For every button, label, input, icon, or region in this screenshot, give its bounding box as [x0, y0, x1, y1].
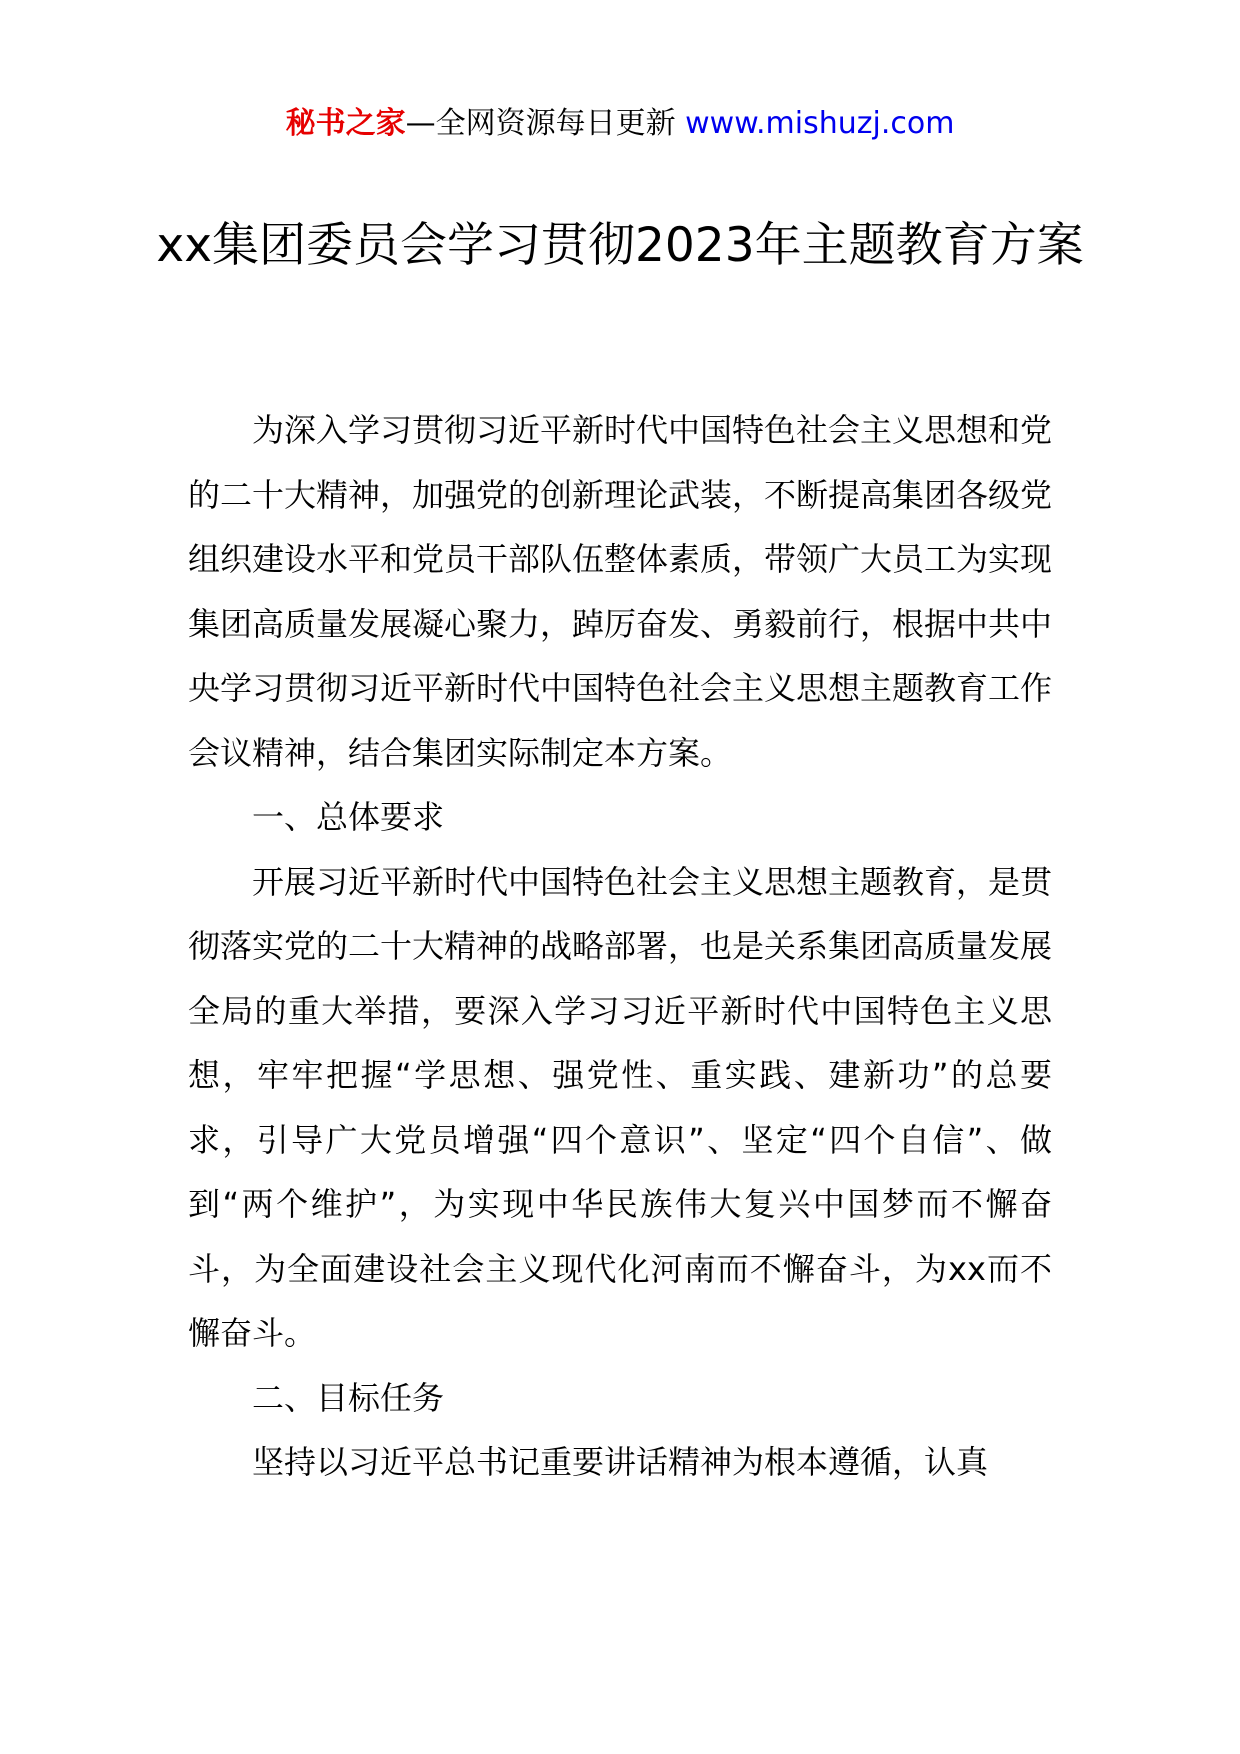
- intro-paragraph: 为深入学习贯彻习近平新时代中国特色社会主义思想和党的二十大精神，加强党的创新理论武装，不断提高集团各级党组织建设水平和党员干部队伍整体素质，带领广大员工为实现集团高质量发展凝心聚力，踔厉奋发、勇毅前行，根据中共中央学习贯彻习近平新时代中国特色社会主义思想主题教育工作会议精神，结合集团实际制定本方案。: [188, 411, 1053, 772]
- site-url-link[interactable]: www.mishuzj.com: [685, 106, 955, 141]
- section-heading-general-requirements: 一、总体要求: [252, 798, 445, 836]
- brand-name: 秘书之家: [285, 106, 406, 141]
- header-slogan: —全网资源每日更新: [405, 106, 686, 141]
- site-header: [0, 100, 1240, 148]
- objectives-paragraph: 坚持以习近平总书记重要讲话精神为根本遵循，认真: [252, 1443, 989, 1481]
- document-title: xx集团委员会学习贯彻2023年主题教育方案: [156, 218, 1084, 273]
- general-requirements-paragraph: 开展习近平新时代中国特色社会主义思想主题教育，是贯彻落实党的二十大精神的战略部署，也是关系集团高质量发展全局的重大举措，要深入学习习近平新时代中国特色主义思想，牢牢把握“学思想、强党性、重实践、建新功”的总要求，引导广大党员增强“四个意识”、坚定“四个自信”、做到“两个维护”，为实现中华民族伟大复兴中国梦而不懈奋斗，为全面建设社会主义现代化河南而不懈奋斗，为xx而不懈奋斗。: [188, 862, 1053, 1352]
- section-heading-objectives: 二、目标任务: [252, 1378, 445, 1417]
- document-body: [188, 398, 1052, 1495]
